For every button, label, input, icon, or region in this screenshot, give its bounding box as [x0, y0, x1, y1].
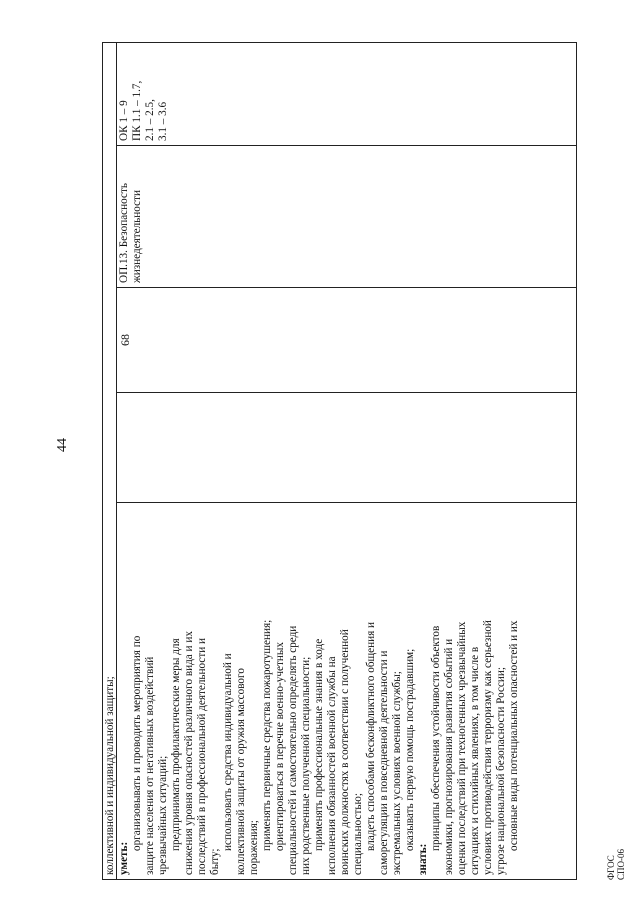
skills-line: оказывать первую помощь пострадавшим;: [404, 648, 416, 851]
skills-line: быту;: [209, 848, 221, 875]
skills-line: исполнения обязанностей военной службы на: [326, 656, 338, 875]
table-row: [117, 43, 576, 879]
skills-line: предпринимать профилактические меры для: [170, 638, 182, 851]
skills-line: воинских должностях в соответствии с полученной: [339, 629, 351, 875]
skills-line: основные виды потенциальных опасностей и их: [508, 620, 520, 851]
table-row-continuation: [103, 43, 117, 879]
competency-line: ПК 1.1 – 1.7,: [131, 80, 143, 141]
skills-line: организовывать и проводить мероприятия по: [131, 635, 143, 851]
skills-line: последствий в профессиональной деятельности и: [196, 637, 208, 875]
skills-line: экономики, прогнозирования развития событий и: [443, 638, 455, 875]
skills-line: владеть способами бесконфликтного общения и: [365, 621, 377, 851]
skills-line: использовать средства индивидуальной и: [222, 653, 234, 851]
skills-line: экстремальных условиях военной службы;: [391, 671, 403, 875]
skills-line: защите населения от негативных воздействий: [144, 656, 156, 875]
skills-line: условиях противодействия терроризму как серьезной: [482, 620, 494, 875]
skills-line: поражения;: [248, 820, 260, 875]
skills-line: применять профессиональные знания в ходе: [313, 638, 325, 851]
skills-line: них родственные полученной специальности;: [300, 656, 312, 875]
page-number: 44: [55, 438, 70, 452]
section-heading: знать:: [417, 843, 429, 875]
footer-code: ФГОС СПО-06: [606, 849, 626, 880]
skills-line: применять первичные средства пожаротушения;: [261, 619, 273, 851]
skills-line: коллективной защиты от оружия массового: [235, 668, 247, 875]
competency-line: 2.1 – 2.5,: [144, 99, 156, 141]
skills-line: ситуациях и стихийных явлениях, в том числе в: [469, 646, 481, 875]
discipline-line: жизнедеятельности: [131, 190, 143, 283]
skills-line: саморегуляции в повседневной деятельности и: [378, 650, 390, 875]
discipline-line: ОП.13. Безопасность: [118, 183, 130, 283]
continuation-text: коллективной и индивидуальной защиты;: [104, 676, 116, 875]
competency-codes-cell: [117, 41, 576, 145]
empty-cell: [117, 392, 576, 502]
skills-line: чрезвычайных ситуаций;: [157, 755, 169, 875]
competency-table: [102, 42, 577, 880]
skills-line: ориентироваться в перечне военно-учетных: [274, 642, 286, 851]
skills-line: принципы обеспечения устойчивости объектов: [430, 625, 442, 851]
competency-line: 3.1 – 3.6: [157, 101, 169, 141]
skills-line: оценки последствий при техногенных чрезвычайных: [456, 621, 468, 875]
skills-line: специальностей и самостоятельно определять среди: [287, 625, 299, 875]
skills-line: снижения уровня опасностей различного вида и их: [183, 631, 195, 875]
skills-knowledge-cell: [117, 502, 576, 879]
skills-line: угрозе национальной безопасности России;: [495, 666, 507, 875]
skills-line: специальностью;: [352, 793, 364, 875]
hours-cell: 68: [117, 287, 576, 392]
competency-line: ОК 1 – 9: [118, 100, 130, 141]
discipline-cell: [117, 145, 576, 287]
section-heading: уметь:: [118, 841, 130, 875]
